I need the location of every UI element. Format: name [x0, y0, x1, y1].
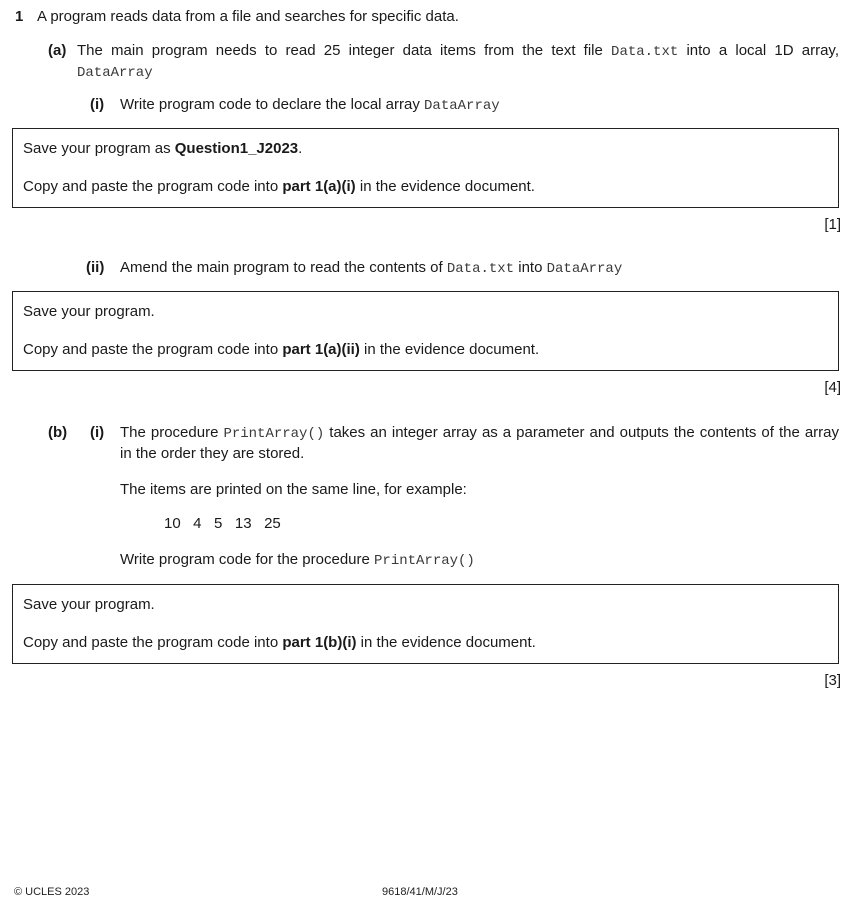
part-a-ii-file: Data.txt — [446, 261, 515, 277]
box-a-ii-line2-post: in the evidence document. — [359, 341, 540, 358]
part-b-i-text-4 — [120, 551, 475, 569]
box-a-i-line2 — [23, 178, 535, 195]
part-a-array: DataArray — [77, 65, 153, 81]
box-a-ii-line2 — [23, 341, 539, 358]
box-a-ii-part: part 1(a)(ii) — [282, 341, 360, 358]
part-a-label: (a) — [48, 42, 67, 59]
part-a-ii-text-1: Amend the main program to read the contents of — [120, 259, 447, 276]
box-a-ii-line1: Save your program. — [23, 303, 155, 320]
part-a-file: Data.txt — [611, 44, 679, 60]
instruction-box-a-i — [12, 128, 839, 208]
part-b-i-text-2: takes an integer array as a parameter and outputs the contents of the array in the order they are stored. — [120, 424, 839, 462]
box-a-i-line1-post: . — [298, 140, 303, 157]
part-b-i-label: (i) — [90, 424, 105, 441]
part-b-i-text-4a: Write program code for the procedure — [120, 551, 375, 568]
part-a-ii-array: DataArray — [546, 261, 623, 277]
mark-b-i: [3] — [824, 672, 841, 689]
part-a-ii-text — [120, 259, 622, 277]
box-b-i-line1: Save your program. — [23, 596, 155, 613]
part-a-i-array: DataArray — [424, 98, 500, 114]
box-b-i-line2 — [23, 634, 536, 651]
question-number: 1 — [15, 8, 24, 25]
box-b-i-line2-pre: Copy and paste the program code into — [23, 634, 283, 651]
box-a-i-line1-pre: Save your program as — [23, 140, 175, 157]
footer-paper-code: 9618/41/M/J/23 — [382, 886, 458, 898]
box-a-i-line2-pre: Copy and paste the program code into — [23, 178, 283, 195]
part-b-i-proc: PrintArray() — [223, 426, 325, 442]
box-a-i-line1 — [23, 140, 302, 157]
box-a-i-line2-post: in the evidence document. — [355, 178, 535, 195]
part-a-ii-label: (ii) — [86, 259, 105, 276]
part-b-i-text-3: The items are printed on the same line, for example: — [120, 481, 467, 498]
part-b-i-text-1: The procedure — [120, 424, 224, 441]
box-a-i-filename: Question1_J2023 — [174, 140, 299, 157]
example-output: 10 4 5 13 25 — [164, 515, 281, 532]
part-b-label: (b) — [48, 424, 68, 441]
part-a-i-text-1: Write program code to declare the local array — [120, 96, 425, 113]
part-a-text-1: The main program needs to read 25 integer data items from the text file — [77, 42, 612, 59]
part-a-text — [77, 41, 839, 83]
box-b-i-part: part 1(b)(i) — [282, 634, 357, 651]
part-b-i-text — [120, 423, 839, 464]
part-a-i-text — [120, 96, 500, 114]
mark-a-i: [1] — [824, 216, 841, 233]
instruction-box-a-ii — [12, 291, 839, 371]
box-b-i-line2-post: in the evidence document. — [356, 634, 536, 651]
question-intro: A program reads data from a file and searches for specific data. — [37, 8, 459, 25]
instruction-box-b-i — [12, 584, 839, 664]
part-a-i-label: (i) — [90, 96, 105, 113]
part-a-ii-text-2: into — [514, 259, 547, 276]
box-a-i-part: part 1(a)(i) — [282, 178, 356, 195]
footer-copyright: © UCLES 2023 — [14, 886, 90, 898]
box-a-ii-line2-pre: Copy and paste the program code into — [23, 341, 283, 358]
mark-a-ii: [4] — [824, 379, 841, 396]
part-a-text-2: into a local 1D array, — [678, 42, 839, 59]
part-b-i-proc2: PrintArray() — [374, 553, 475, 569]
